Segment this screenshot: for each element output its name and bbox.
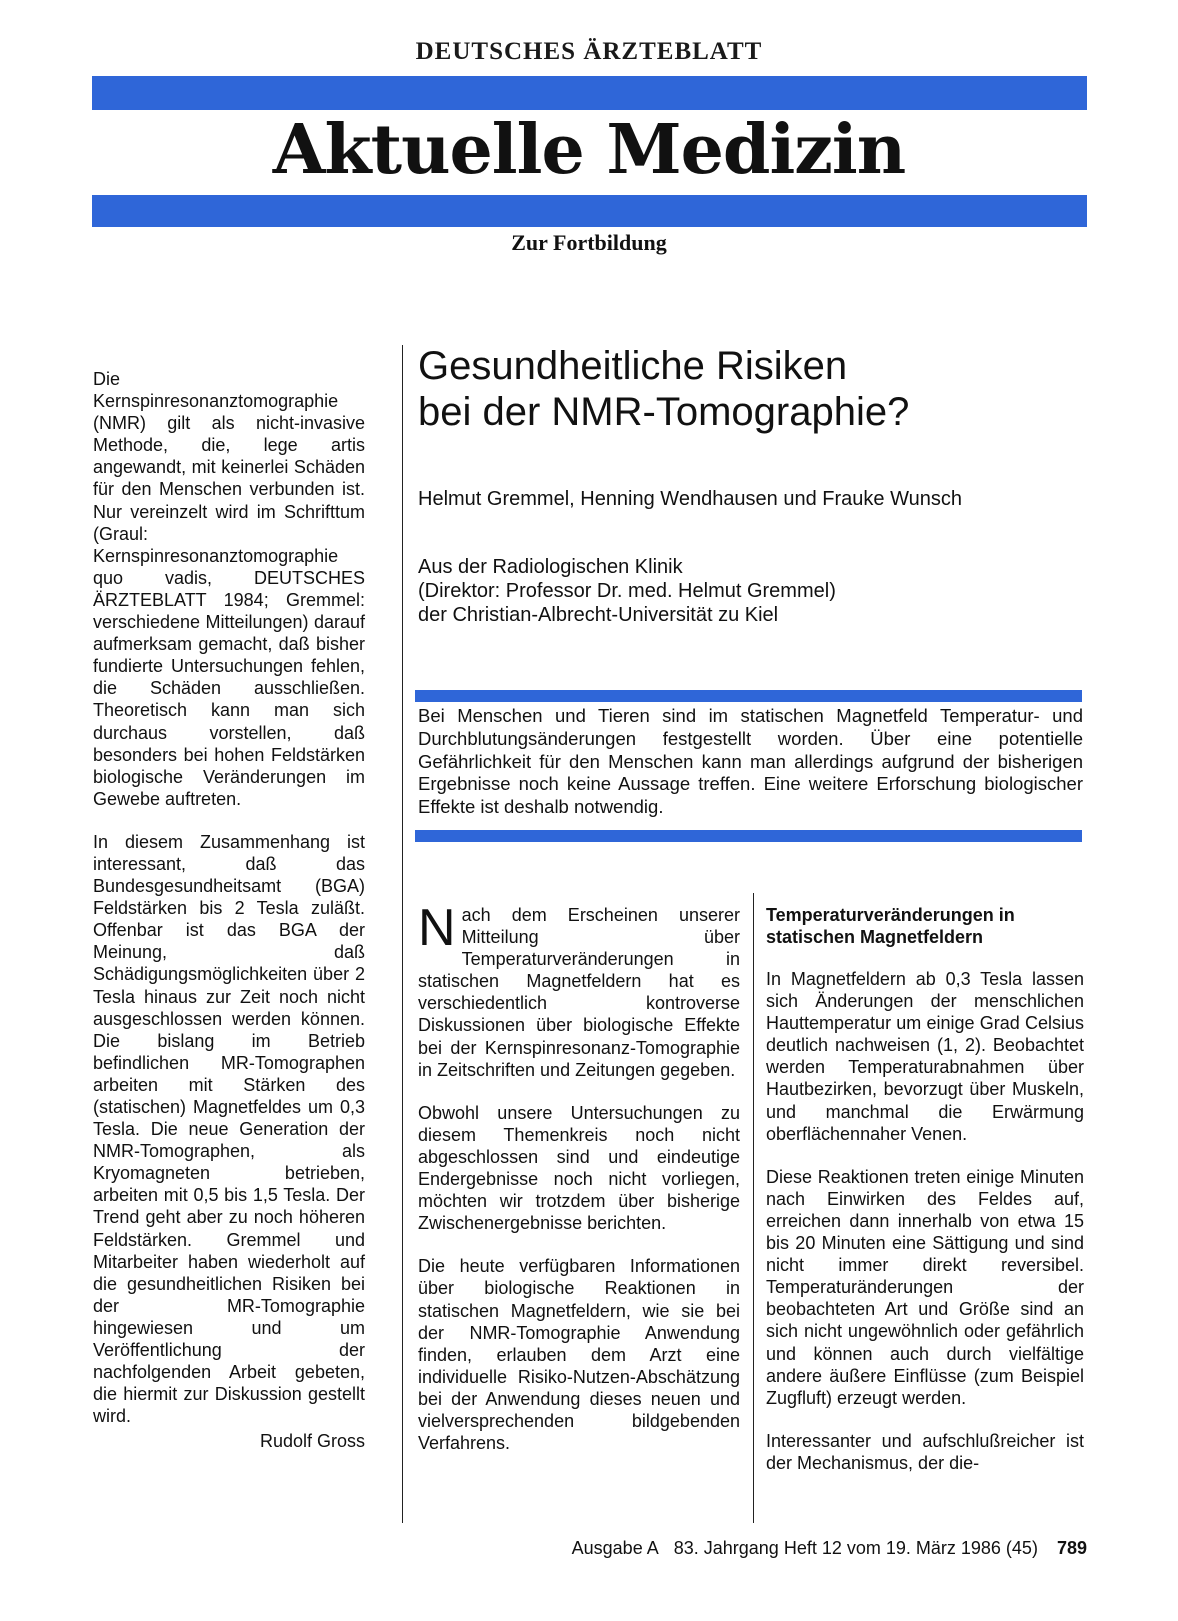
page-footer xyxy=(0,1538,1087,1559)
body-paragraph: Obwohl unsere Untersuchungen zu diesem Themenkreis noch nicht abgeschlossen sind und eindeutige Endergebnisse noch nicht vorliegen, möchten wir trotzdem über bisherige Zwischenergebnisse berichten. xyxy=(418,1102,740,1234)
article-title xyxy=(418,343,1058,435)
page-number: 789 xyxy=(1056,1538,1087,1558)
article-authors: Helmut Gremmel, Henning Wendhausen und Frauke Wunsch xyxy=(418,488,962,510)
sub-section-label: Zur Fortbildung xyxy=(511,230,667,255)
section-title: Aktuelle Medizin xyxy=(272,110,906,190)
article-title-line: bei der NMR-Tomographie? xyxy=(418,390,910,434)
body-column-right xyxy=(766,904,1084,1495)
body-paragraph: Diese Reaktionen treten einige Minuten nach Einwirken des Feldes auf, erreichen dann innerhalb von etwa 15 bis 20 Minuten eine Sättigung und sind nicht immer direkt reversibel. Temperaturänderungen der beobachteten Art und Größe sind an sich nicht ungewöhnlich oder gefährlich und können auch durch vielfältige andere äußere Einflüsse (zum Beispiel Zugfluft) erzeugt werden. xyxy=(766,1166,1084,1408)
issue-info: 83. Jahrgang Heft 12 vom 19. März 1986 (45) xyxy=(673,1538,1038,1558)
header-blue-bar-top xyxy=(92,76,1087,110)
body-paragraph: Interessanter und aufschlußreicher ist der Mechanismus, der die- xyxy=(766,1430,1084,1473)
body-paragraph xyxy=(418,899,740,1081)
intro-signature: Rudolf Gross xyxy=(259,1431,365,1452)
body-paragraph-text: ach dem Erscheinen unserer Mitteilung über Temperaturveränderungen in statischen Magnetfeldern hat es verschiedentlich kontroverse Diskussionen über biologische Effekte bei der Kernspinresonanz-Tomographie in Zeitschriften und Zeitungen gegeben. xyxy=(418,905,740,1080)
header-blue-bar-bottom xyxy=(92,195,1087,227)
column-divider xyxy=(753,893,754,1523)
body-paragraph: In Magnetfeldern ab 0,3 Tesla lassen sich Änderungen der menschlichen Hauttemperatur um einige Grad Celsius deutlich nachweisen (1, 2). Beobachtet werden Temperaturabnahmen über Hautbezirken, bevorzugt über Muskeln, und manchmal die Erwärmung oberflächennaher Venen. xyxy=(766,969,1084,1144)
abstract-bar-bottom xyxy=(415,830,1082,842)
intro-paragraph: Die Kernspinresonanztomographie (NMR) gilt als nicht-invasive Methode, die, lege artis angewandt, mit keinerlei Schäden für den Menschen verbunden ist. Nur vereinzelt wird im Schrifttum (Graul: Kernspinresonanztomographie quo vadis, DEUTSCHES ÄRZTEBLATT 1984; Gremmel: verschiedene Mitteilungen) darauf aufmerksam gemacht, daß bisher fundierte Untersuchungen fehlen, die Schäden ausschließen. Theoretisch kann man sich durchaus vorstellen, daß besonders bei hohen Feldstärken biologische Veränderungen im Gewebe auftreten. xyxy=(93,369,365,809)
section-heading: Temperaturveränderungen in statischen Magnetfeldern xyxy=(766,905,1015,947)
intro-paragraph: In diesem Zusammenhang ist interessant, daß das Bundesgesundheitsamt (BGA) Feldstärken bis 2 Tesla zuläßt. Offenbar ist das BGA der Meinung, daß Schädigungsmöglichkeiten über 2 Tesla hinaus zur Zeit noch nicht ausgeschlossen werden können. Die bislang im Betrieb befindlichen MR-Tomographen arbeiten mit Stärken des (statischen) Magnetfeldes um 0,3 Tesla. Die neue Generation der NMR-Tomographen, als Kryomagneten betrieben, arbeiten mit 0,5 bis 1,5 Tesla. Der Trend geht aber zu noch höheren Feldstärken. Gremmel und Mitarbeiter haben wiederholt auf die gesundheitlichen Risiken bei der MR-Tomographie hingewiesen und um Veröffentlichung der nachfolgenden Arbeit gebeten, die hiermit zur Diskussion gestellt wird. xyxy=(93,831,365,1427)
affiliation-line: Aus der Radiologischen Klinik xyxy=(418,556,683,578)
article-title-line: Gesundheitliche Risiken xyxy=(418,344,848,388)
body-column-middle xyxy=(418,899,740,1475)
article-affiliation xyxy=(418,555,1078,627)
edition-label: Ausgabe A xyxy=(571,1538,659,1558)
article-abstract: Bei Menschen und Tieren sind im statischen Magnetfeld Temperatur- und Durchblutungsänderungen festgestellt worden. Über eine potentielle Gefährlichkeit für den Menschen kann man allerdings aufgrund der bisherigen Ergebnisse noch keine Aussage treffen. Eine weitere Erforschung biologischer Effekte ist deshalb notwendig. xyxy=(418,705,1083,818)
abstract-bar-top xyxy=(415,690,1082,702)
masthead: DEUTSCHES ÄRZTEBLATT xyxy=(415,38,763,65)
body-paragraph: Die heute verfügbaren Informationen über biologische Reaktionen in statischen Magnetfeldern, wie sie bei der NMR-Tomographie Anwendung finden, erlauben dem Arzt eine individuelle Risiko-Nutzen-Abschätzung bei der Anwendung dieses neuen und vielversprechenden bildgebenden Verfahrens. xyxy=(418,1256,740,1454)
affiliation-line: (Direktor: Professor Dr. med. Helmut Gremmel) xyxy=(418,580,836,602)
drop-cap: N xyxy=(418,899,456,957)
affiliation-line: der Christian-Albrecht-Universität zu Kiel xyxy=(418,604,779,626)
column-divider xyxy=(402,345,403,1523)
editorial-intro xyxy=(93,368,365,1453)
